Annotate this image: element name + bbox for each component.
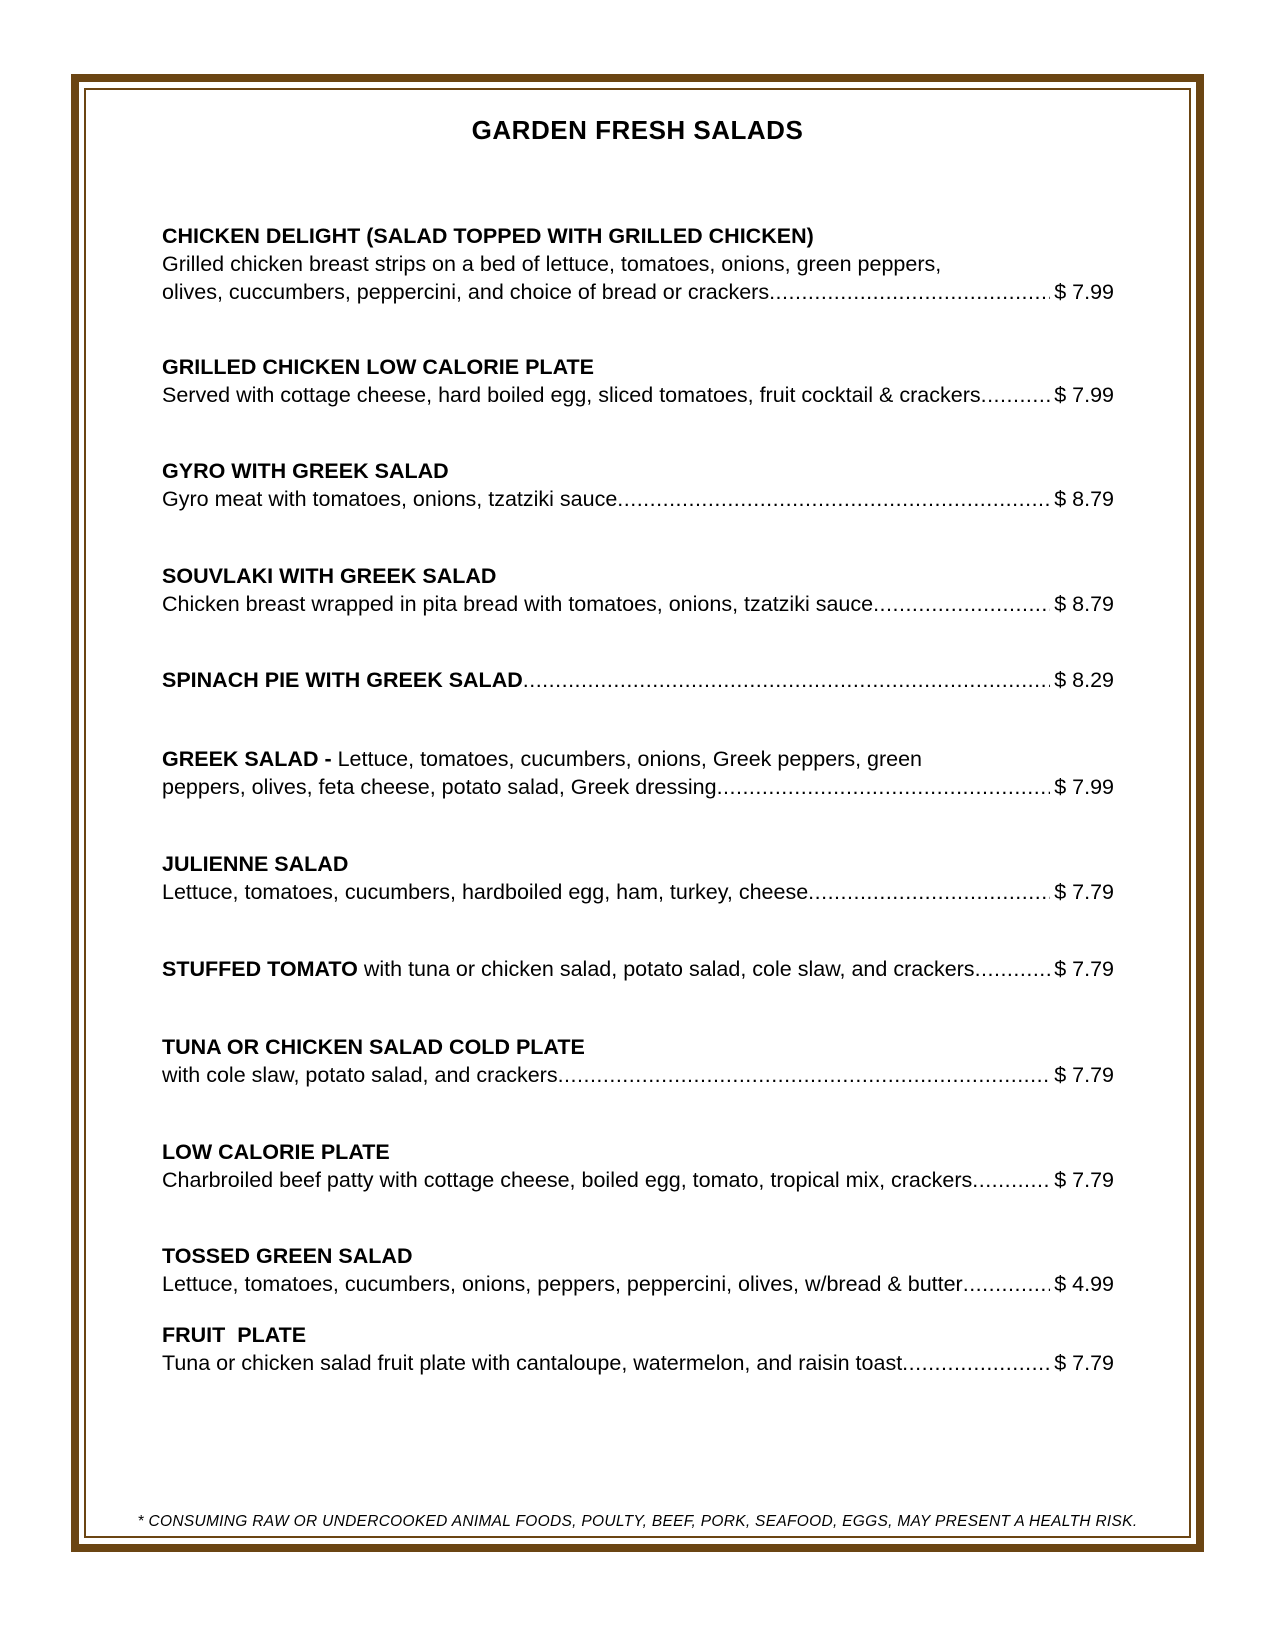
menu-item-stuffed-tomato <box>162 955 1114 983</box>
item-price-line <box>162 381 1114 409</box>
item-description: Chicken breast wrapped in pita bread with tomatoes, onions, tzatziki sauce <box>162 592 874 616</box>
item-name: GYRO WITH GREEK SALAD <box>162 459 449 483</box>
dot-leader <box>873 590 1050 618</box>
item-description: Lettuce, tomatoes, cucumbers, onions, peppers, peppercini, olives, w/bread & butter <box>162 1272 963 1296</box>
item-price: $ 7.79 <box>1054 1351 1114 1375</box>
item-price-line <box>162 1061 1114 1089</box>
item-description: with cole slaw, potato salad, and crackers <box>162 1063 558 1087</box>
item-description: Served with cottage cheese, hard boiled egg, sliced tomatoes, fruit cocktail & crackers <box>162 383 981 407</box>
item-price: $ 7.79 <box>1054 1168 1114 1192</box>
item-price: $ 7.79 <box>1054 880 1114 904</box>
menu-item-souvlaki-with-greek-salad <box>162 562 1114 618</box>
dot-leader <box>808 878 1050 906</box>
item-name: JULIENNE SALAD <box>162 852 349 876</box>
item-name: GRILLED CHICKEN LOW CALORIE PLATE <box>162 355 594 379</box>
item-price-line <box>162 1270 1114 1298</box>
item-price-line <box>162 1166 1114 1194</box>
item-name: TUNA OR CHICKEN SALAD COLD PLATE <box>162 1035 585 1059</box>
item-name: CHICKEN DELIGHT (SALAD TOPPED WITH GRILLED CHICKEN) <box>162 224 814 248</box>
item-text <box>162 955 975 983</box>
item-name: FRUIT PLATE <box>162 1323 307 1347</box>
item-description-line2: peppers, olives, feta cheese, potato salad, Greek dressing <box>162 775 717 799</box>
item-name: SPINACH PIE WITH GREEK SALAD <box>162 668 523 692</box>
item-price: $ 7.79 <box>1054 1063 1114 1087</box>
dot-leader <box>523 666 1050 694</box>
item-description: with tuna or chicken salad, potato salad, cole slaw, and crackers <box>357 957 975 981</box>
menu-item-gyro-with-greek-salad <box>162 457 1114 513</box>
dot-leader <box>769 278 1050 306</box>
item-price-line <box>162 590 1114 618</box>
item-price-line <box>162 278 1114 306</box>
menu-item-julienne-salad <box>162 850 1114 906</box>
item-price-line <box>162 485 1114 513</box>
item-price: $ 8.79 <box>1054 487 1114 511</box>
item-description: Lettuce, tomatoes, cucumbers, hardboiled egg, ham, turkey, cheese <box>162 880 809 904</box>
item-name: LOW CALORIE PLATE <box>162 1140 390 1164</box>
item-description-line2: olives, cuccumbers, peppercini, and choice of bread or crackers <box>162 280 770 304</box>
item-name: STUFFED TOMATO <box>162 957 358 981</box>
item-price-line <box>162 1349 1114 1377</box>
menu-item-tossed-green-salad <box>162 1242 1114 1298</box>
item-description: Charbroiled beef patty with cottage cheese, boiled egg, tomato, tropical mix, crackers <box>162 1168 973 1192</box>
menu-item-spinach-pie-with-greek-salad <box>162 666 1114 694</box>
item-price: $ 7.99 <box>1054 775 1114 799</box>
menu-item-grilled-chicken-low-calorie-plate <box>162 353 1114 409</box>
menu-item-low-calorie-plate <box>162 1138 1114 1194</box>
item-price-line <box>162 955 1114 983</box>
dot-leader <box>972 1166 1050 1194</box>
item-price: $ 8.29 <box>1054 668 1114 692</box>
item-heading-line <box>162 745 1114 773</box>
dot-leader <box>981 381 1051 409</box>
dot-leader <box>975 955 1051 983</box>
item-price-line <box>162 773 1114 801</box>
item-name: GREEK SALAD - <box>162 747 332 771</box>
item-price: $ 7.79 <box>1054 957 1114 981</box>
item-description: Tuna or chicken salad fruit plate with cantaloupe, watermelon, and raisin toast <box>162 1351 903 1375</box>
item-price: $ 7.99 <box>1054 280 1114 304</box>
item-name: TOSSED GREEN SALAD <box>162 1244 413 1268</box>
menu-item-chicken-delight <box>162 222 1114 306</box>
item-price-line <box>162 666 1114 694</box>
item-name: SOUVLAKI WITH GREEK SALAD <box>162 564 497 588</box>
item-price-line <box>162 878 1114 906</box>
dot-leader <box>558 1061 1051 1089</box>
item-description-line1: Lettuce, tomatoes, cucumbers, onions, Greek peppers, green <box>331 747 923 771</box>
menu-item-tuna-or-chicken-salad-cold-plate <box>162 1033 1114 1089</box>
item-price: $ 7.99 <box>1054 383 1114 407</box>
menu-item-fruit-plate <box>162 1321 1114 1377</box>
item-description-line1: Grilled chicken breast strips on a bed of lettuce, tomatoes, onions, green peppers, <box>162 252 942 276</box>
dot-leader <box>617 485 1050 513</box>
menu-title: GARDEN FRESH SALADS <box>471 115 804 145</box>
item-price: $ 4.99 <box>1054 1272 1114 1296</box>
item-price: $ 8.79 <box>1054 592 1114 616</box>
dot-leader <box>963 1270 1051 1298</box>
health-warning-footnote: * CONSUMING RAW OR UNDERCOOKED ANIMAL FOODS, POULTY, BEEF, PORK, SEAFOOD, EGGS, MAY PRESENT A HEALTH RISK. <box>137 1513 1138 1530</box>
dot-leader <box>902 1349 1050 1377</box>
menu-item-greek-salad <box>162 745 1114 801</box>
item-description: Gyro meat with tomatoes, onions, tzatziki sauce <box>162 487 618 511</box>
dot-leader <box>717 773 1051 801</box>
